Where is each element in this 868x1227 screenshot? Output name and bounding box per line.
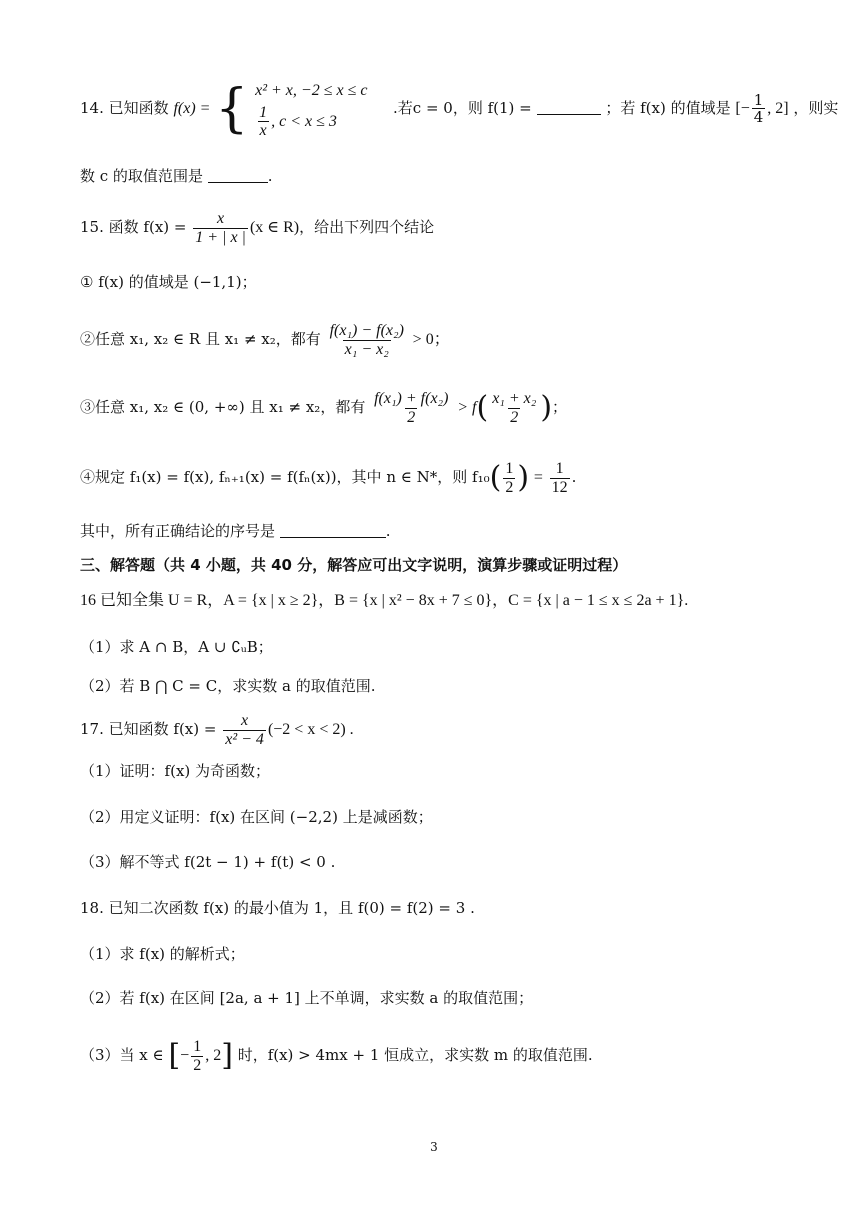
q15-blank[interactable] [280,523,386,538]
q17-part3: （3）解不等式 f(2t − 1) + f(t) < 0 . [80,853,336,871]
q16-part1: （1）求 A ∩ B，A ∪ ∁ᵤB； [80,638,273,656]
q18-line: 18. 已知二次函数 f(x) 的最小值为 1，且 f(0) = f(2) = 3 . [80,899,475,917]
q15-line1: 15. 函数 f(x) = $\frac{x}{1 + | x |}$ (x ∈ R)，给出下列四个结论 [80,210,435,246]
q15-label: 15. [80,218,104,237]
q14-brace: { [215,78,249,139]
q16-line: 16 已知全集 U = R，A = {x | x ≥ 2}，B = {x | x² − 8x + 7 ≤ 0}，C = {x | a − 1 ≤ x ≤ 2a + 1}. [80,592,689,609]
q15-s2: ②任意 x₁, x₂ ∈ R 且 x₁ ≠ x₂，都有 $\frac{\text{f(x₁) − f(x₂)}}{\text{x₁ − x₂}}$ > 0； [80,322,450,358]
q14-cases [255,78,367,140]
q14-end: ，则实 [793,98,839,117]
q14-blank1[interactable] [537,100,601,115]
q15-after: ，给出下列四个结论 [299,218,435,237]
section3-heading: 三、解答题（共 4 小题，共 40 分，解答应可出文字说明，演算步骤或证明过程） [80,556,628,574]
q17-line: 17. 已知函数 f(x) = $\frac{x}{\text{x² − 4}}$ (−2 < x < 2) . [80,712,354,748]
q14-case1: x² + x, −2 ≤ x ≤ c [255,82,368,99]
q15-s4: ④规定 f₁(x) = f(x), fₙ₊₁(x) = f(fₙ(x))，其中 n ∈ N*，则 f₁₀( $\frac{1}{2}$ ) = $\frac{1}{12}$ . [80,460,577,496]
q14-case2: $\frac{1}{x}$ , c < x ≤ 3 [259,103,337,140]
q14-line1: 14. 已知函数 f(x) = { x² + x, −2 ≤ x ≤ c $\frac{1}{x}$ , c < x ≤ 3 .若c = 0，则 f(1) = ；若 f(x) 的值域是 [− $\frac{1}{4}$ , 2] ，则实 [80,78,839,140]
q18-part2: （2）若 f(x) 在区间 [2a, a + 1] 上不单调，求实数 a 的取值范围； [80,989,534,1007]
page-number: 3 [430,1140,438,1154]
q18-part3: （3）当 x ∈ [− $\frac{1}{2}$ , 2] 时，f(x) > 4mx + 1 恒成立，求实数 m 的取值范围. [80,1038,593,1074]
q15-conclusion: 其中，所有正确结论的序号是 . [80,522,391,540]
q15-s1: ① f(x) 的值域是 (−1,1)； [80,273,257,291]
q14-line2: 数 c 的取值范围是 . [80,167,273,185]
q14-intro: 已知函数 [108,98,169,117]
q18-part1: （1）求 f(x) 的解析式； [80,945,245,963]
q14-blank2[interactable] [208,168,268,183]
q15-intro: 函数 f(x) = [108,218,187,237]
q14-fx: f(x) = [173,99,211,117]
q14-mid: ；若 f(x) 的值域是 [605,98,731,117]
q17-part1: （1）证明：f(x) 为奇函数； [80,762,271,780]
q14-line2-text: 数 c 的取值范围是 [80,167,203,185]
q16-part2: （2）若 B ⋂ C = C，求实数 a 的取值范围. [80,677,376,695]
q17-part2: （2）用定义证明：f(x) 在区间 (−2,2) 上是减函数； [80,808,433,826]
q14-condition: .若c = 0，则 f(1) = [393,98,532,117]
q14-label: 14. [80,98,104,117]
q15-s3: ③任意 x₁, x₂ ∈ (0, +∞) 且 x₁ ≠ x₂，都有 $\frac{\text{f(x₁) + f(x₂)}}{2}$ > f( $\frac{\text{x₁ + x₂}}{2}$ )； [80,390,568,426]
